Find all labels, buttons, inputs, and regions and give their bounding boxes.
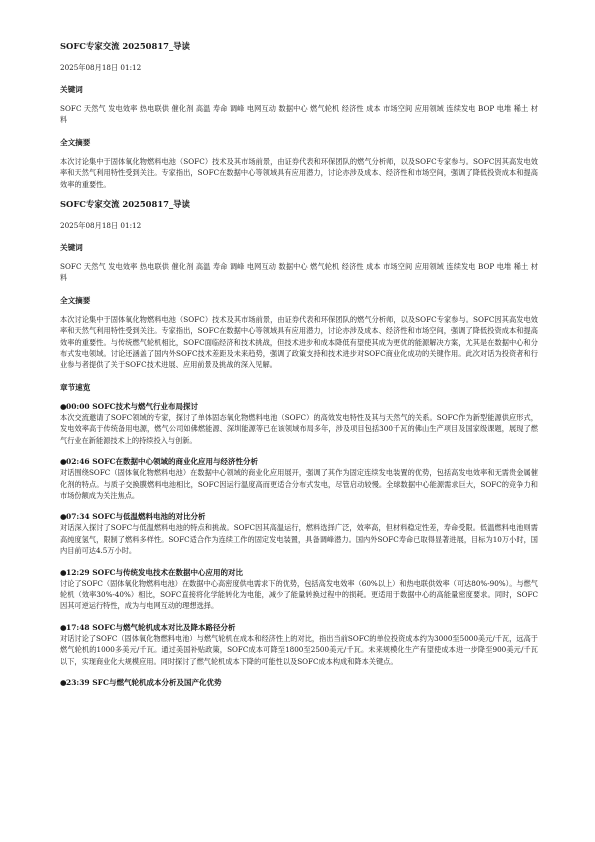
chapter-title-text: 00:00 SOFC技术与燃气行业布局探讨 <box>66 401 198 411</box>
bullet-icon: ● <box>60 512 67 522</box>
document-date: 2025年08月18日 01:12 <box>60 63 142 72</box>
bullet-icon: ● <box>60 401 67 411</box>
document-title: SOFC专家交流 20250817_导读 <box>60 41 190 51</box>
document-date: 2025年08月18日 01:12 <box>60 221 142 231</box>
bullet-icon: ● <box>60 622 67 632</box>
chapter-item <box>60 401 538 446</box>
chapter-title <box>60 511 538 522</box>
summary-heading: 全文摘要 <box>60 137 91 147</box>
keywords-heading: 关键词 <box>60 85 83 94</box>
chapter-text: 本次交流邀请了SOFC领域的专家，探讨了单体固态氧化物燃料电池（SOFC）的高效发电特性及其与天然气的关系。SOFC作为新型能源供应形式，发电效率高于传统备用电源，燃气公司如佛燃能源、深圳能源等已在该领域布局多年，涉及项目包括300千瓦的佛山生产项目及国家级课题，展现了燃气行业在新能源技术上的持续投入与创新。 <box>60 412 538 445</box>
keywords-text: SOFC 天然气 发电效率 热电联供 催化剂 高温 寿命 调峰 电网互动 数据中心 燃气轮机 经济性 成本 市场空间 应用领域 连续发电 BOP 电堆 稀土 材料 <box>60 104 538 125</box>
chapter-list <box>60 401 538 688</box>
intro-block-2 <box>60 198 538 371</box>
chapter-item <box>60 456 538 501</box>
summary-text: 本次讨论集中于固体氧化物燃料电池（SOFC）技术及其市场前景，由证券代表和环保团队的燃气分析师，以及SOFC专家参与。SOFC因其高发电效率和天然气利用特性受到关注。专家指出，SOFC在数据中心等领域具有应用潜力，讨论亦涉及成本、经济性和市场空间，强调了降低投资成本和提高效率的重要性。 <box>60 156 538 189</box>
chapter-title <box>60 677 538 688</box>
chapter-title <box>60 567 538 578</box>
chapter-item <box>60 622 538 667</box>
intro-block-1 <box>60 40 538 190</box>
summary-heading: 全文摘要 <box>60 295 91 305</box>
chapter-title-text: 23:39 SFC与燃气轮机成本分析及国产化优势 <box>66 677 222 687</box>
document-content <box>60 40 538 698</box>
chapter-title-text: 17:48 SOFC与燃气轮机成本对比及降本路径分析 <box>66 622 236 632</box>
keywords-heading: 关键词 <box>60 243 83 253</box>
chapter-title-text: 07:34 SOFC与低温燃料电池的对比分析 <box>66 512 206 522</box>
chapter-item <box>60 567 538 612</box>
chapter-title-text: 12:29 SOFC与传统发电技术在数据中心应用的对比 <box>66 567 243 577</box>
chapter-text: 对话围绕SOFC（固体氧化物燃料电池）在数据中心领域的商业化应用展开，强调了其作为固定连续发电装置的优势，包括高发电效率和无需贵金属催化剂的特点。与质子交换膜燃料电池相比，SOFC因运行温度高而更适合分布式发电，尽管启动较慢。全球数据中心能源需求巨大，SOFC的竞争力和市场份额成为关注焦点。 <box>60 468 538 500</box>
bullet-icon: ● <box>60 457 67 467</box>
bullet-icon: ● <box>60 567 67 577</box>
chapter-item <box>60 511 538 556</box>
chapter-text: 对话深入探讨了SOFC与低温燃料电池的特点和挑战。SOFC因其高温运行，燃料选择广泛，效率高，但材料稳定性差，寿命受限。低温燃料电池则需高纯度氢气，限制了燃料多样性。SOFC适合作为连续工作的固定发电装置，具备调峰潜力。国内外SOFC寿命已取得显著进展，目标为10万小时，国内目前可达4.5万小时。 <box>60 523 538 556</box>
chapter-title <box>60 456 538 467</box>
chapter-title <box>60 401 538 412</box>
chapter-item <box>60 677 538 688</box>
chapter-text: 讨论了SOFC（固体氧化物燃料电池）在数据中心高密度供电需求下的优势，包括高发电效率（60%以上）和热电联供效率（可达80%-90%）。与燃气轮机（效率30%-40%）相比，SOFC直接将化学能转化为电能，减少了能量转换过程中的损耗。更适用于数据中心的高能量密度要求。同时，SOFC因其可逆运行特性，成为与电网互动的理想选择。 <box>60 578 538 611</box>
chapters-heading: 章节速览 <box>60 382 91 392</box>
keywords-text: SOFC 天然气 发电效率 热电联供 催化剂 高温 寿命 调峰 电网互动 数据中心 燃气轮机 经济性 成本 市场空间 应用领域 连续发电 BOP 电堆 稀土 材料 <box>60 262 538 283</box>
summary-text: 本次讨论集中于固体氧化物燃料电池（SOFC）技术及其市场前景，由证券代表和环保团队的燃气分析师，以及SOFC专家参与。SOFC因其高发电效率和天然气利用特性受到关注。专家指出，SOFC在数据中心等领域具有应用潜力，讨论亦涉及成本、经济性和市场空间，强调了降低投资成本和提高效率的重要性。与传统燃气轮机相比，SOFC面临经济和技术挑战，但技术进步和成本降低有望使其成为更优的能源解决方案，尤其是在数据中心和分布式发电领域。讨论还涵盖了国内外SOFC技术差距及未来趋势，强调了政策支持和技术进步对SOFC商业化成功的关键作用。此次对话为投资者和行业参与者提供了关于SOFC技术进展、应用前景及挑战的深入见解。 <box>60 314 538 370</box>
document-title: SOFC专家交流 20250817_导读 <box>60 199 190 210</box>
chapter-text: 对话讨论了SOFC（固体氧化物燃料电池）与燃气轮机在成本和经济性上的对比，指出当前SOFC的单位投资成本约为3000至5000美元/千瓦，远高于燃气轮机的1000多美元/千瓦。通过美国补贴政策，SOFC成本可降至1800至2500美元/千瓦。未来规模化生产有望使成本进一步降至900美元/千瓦以下，实现商业化大规模应用。同时探讨了燃气轮机成本下降的可能性以及SOFC成本构成和降本关键点。 <box>60 633 538 666</box>
chapter-title <box>60 622 538 633</box>
chapter-title-text: 02:46 SOFC在数据中心领域的商业化应用与经济性分析 <box>66 457 258 467</box>
bullet-icon: ● <box>60 677 67 687</box>
